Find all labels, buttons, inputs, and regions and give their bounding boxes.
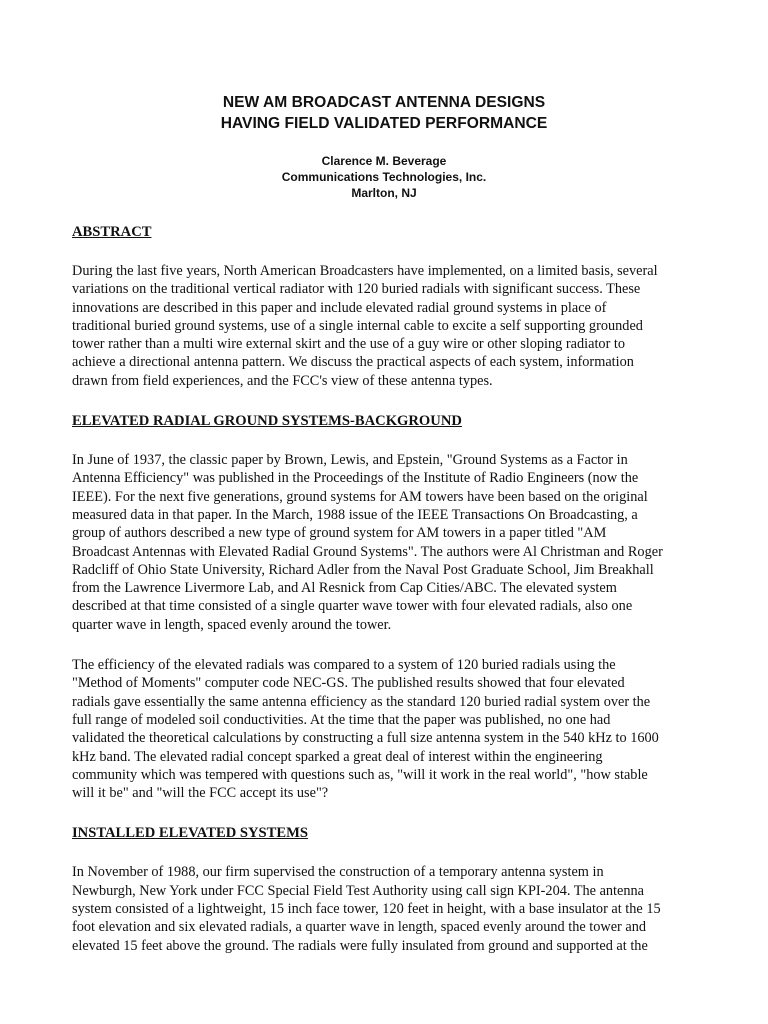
paragraph-line: "Method of Moments" computer code NEC-GS. The published results showed that four elevated: [72, 675, 625, 692]
paragraph-line: system consisted of a lightweight, 15 inch face tower, 120 feet in height, with a base insulator at the 15: [72, 901, 661, 918]
body-paragraph: [72, 451, 696, 634]
paragraph-line: In June of 1937, the classic paper by Brown, Lewis, and Epstein, "Ground Systems as a Factor in: [72, 452, 628, 469]
paragraph-line: achieve a directional antenna pattern. We discuss the practical aspects of each system, information: [72, 354, 634, 371]
paragraph-line: group of authors described a new type of ground system for AM towers in a paper titled "AM: [72, 525, 607, 542]
body-paragraph: [72, 863, 696, 954]
body-paragraph: [72, 656, 696, 802]
title-line-2: HAVING FIELD VALIDATED PERFORMANCE: [220, 115, 548, 132]
paragraph-line: elevated 15 feet above the ground. The radials were fully insulated from ground and supported at the: [72, 937, 648, 954]
section-heading: ABSTRACT: [72, 224, 152, 240]
paragraph-line: tower rather than a multi wire external skirt and the use of a guy wire or other sloping radiator to: [72, 336, 626, 353]
paragraph-line: Broadcast Antennas with Elevated Radial Ground Systems". The authors were Al Christman and Roger: [72, 543, 663, 560]
author-location: Marlton, NJ: [351, 186, 417, 200]
paragraph-line: from the Lawrence Livermore Lab, and Al Resnick from Cap Cities/ABC. The elevated system: [72, 580, 617, 597]
paragraph-line: Radcliff of Ohio State University, Richard Adler from the Naval Post Graduate School, Jim Breakhall: [72, 561, 654, 578]
author-affiliation: Communications Technologies, Inc.: [281, 170, 487, 184]
paragraph-line: The efficiency of the elevated radials was compared to a system of 120 buried radials using the: [72, 657, 616, 674]
body-paragraph: [72, 262, 696, 390]
paragraph-line: measured data in that paper. In the March, 1988 issue of the IEEE Transactions On Broadcasting, a: [72, 506, 638, 523]
paragraph-line: drawn from field experiences, and the FCC's view of these antenna types.: [72, 372, 493, 389]
author-block: [72, 153, 696, 201]
paragraph-line: will it be" and "will the FCC accept its use"?: [72, 785, 329, 802]
author-name: Clarence M. Beverage: [321, 154, 447, 168]
section-heading: ELEVATED RADIAL GROUND SYSTEMS-BACKGROUND: [72, 413, 462, 430]
paragraph-line: quarter wave in length, spaced evenly around the tower.: [72, 616, 392, 633]
paragraph-line: In November of 1988, our firm supervised the construction of a temporary antenna system in: [72, 864, 604, 881]
paragraph-line: foot elevation and six elevated radials, a quarter wave in length, spaced evenly around the tower and: [72, 919, 647, 936]
paragraph-line: Antenna Efficiency" was published in the Proceedings of the Institute of Radio Engineers (now the: [72, 470, 639, 487]
paragraph-line: traditional buried ground systems, use of a single internal cable to excite a self supporting grounded: [72, 317, 643, 334]
paragraph-line: validated the theoretical calculations by constructing a full size antenna system in the 540 kHz to 1600: [72, 730, 659, 747]
section-heading: INSTALLED ELEVATED SYSTEMS: [72, 825, 309, 842]
paragraph-line: During the last five years, North American Broadcasters have implemented, on a limited basis, several: [72, 263, 658, 279]
paragraph-line: variations on the traditional vertical radiator with 120 buried radials with significant success. These: [72, 281, 641, 298]
paragraph-line: radials gave essentially the same antenna efficiency as the standard 120 buried radial system over the: [72, 693, 651, 710]
paragraph-line: community which was tempered with questions such as, "will it work in the real world", "how stable: [72, 766, 648, 783]
paragraph-line: innovations are described in this paper and include elevated radial ground systems in place of: [72, 299, 607, 316]
paragraph-line: IEEE). For the next five generations, ground systems for AM towers have been based on the original: [72, 488, 648, 505]
paper-title: [72, 92, 696, 134]
paragraph-line: described at that time consisted of a single quarter wave tower with four elevated radials, also one: [72, 598, 633, 615]
paper-body: [72, 223, 696, 977]
paragraph-line: full range of modeled soil conductivities. At the time that the paper was published, no one had: [72, 711, 611, 728]
paragraph-line: Newburgh, New York under FCC Special Field Test Authority using call sign KPI-204. The antenna: [72, 882, 645, 899]
paragraph-line: kHz band. The elevated radial concept sparked a great deal of interest within the engineering: [72, 748, 603, 765]
title-line-1: NEW AM BROADCAST ANTENNA DESIGNS: [222, 94, 546, 111]
